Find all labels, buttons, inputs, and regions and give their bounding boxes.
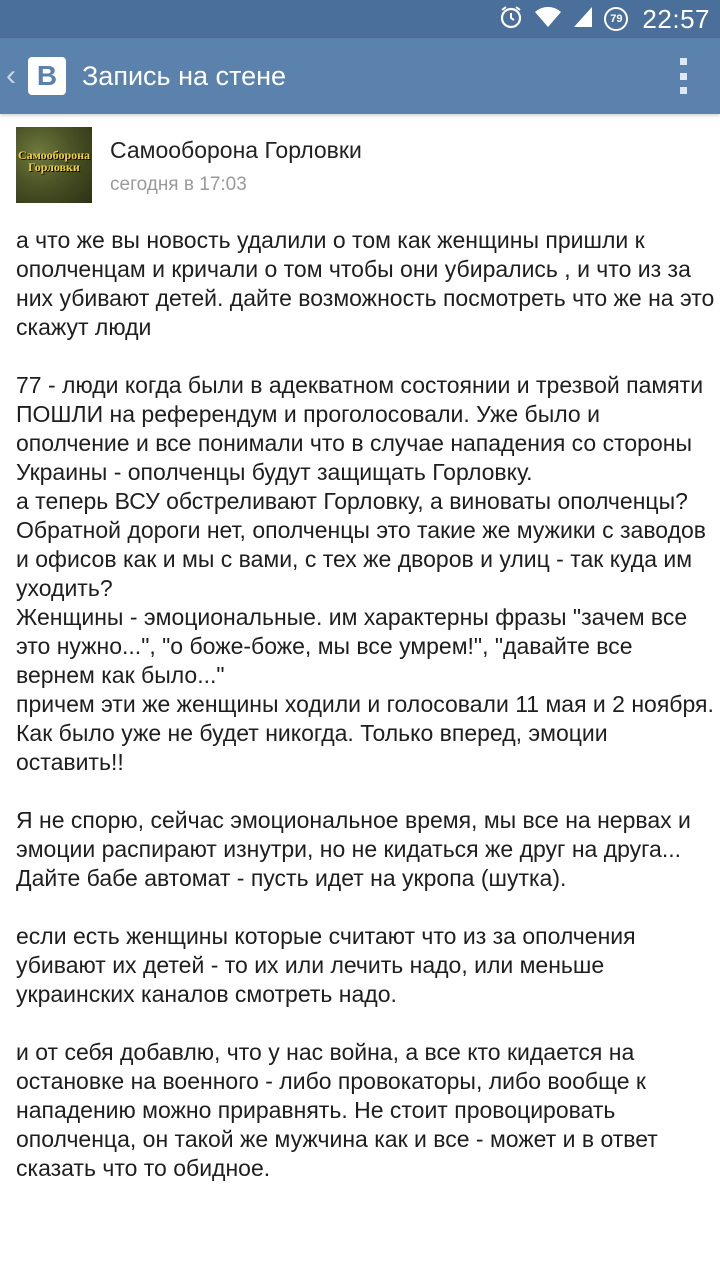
avatar-text: Самооборона Горловки — [17, 148, 91, 174]
status-bar — [0, 0, 720, 38]
page-title: Запись на стене — [82, 60, 287, 91]
chevron-left-icon[interactable]: ‹ — [6, 59, 16, 92]
alarm-icon — [498, 4, 524, 35]
post-date: сегодня в 17:03 — [110, 174, 247, 195]
signal-icon — [572, 5, 594, 34]
post-header — [16, 127, 362, 203]
avatar[interactable] — [16, 127, 92, 203]
clock: 22:57 — [642, 3, 710, 34]
post-paragraph: Я не спорю, сейчас эмоциональное время, мы все на нервах и эмоции распирают изнутри, но не кидаться же друг на друга... Дайте бабе автомат - пусть идет на укропа (шутка). — [16, 807, 691, 891]
vk-logo[interactable]: В — [28, 57, 66, 95]
post-meta — [110, 137, 362, 196]
overflow-menu-icon[interactable] — [676, 58, 690, 94]
status-icons — [498, 4, 628, 35]
wifi-icon — [534, 5, 562, 34]
post-paragraph: если есть женщины которые считают что из за ополчения убивают их детей - то их или лечить надо, или меньше украинских каналов смотреть надо. — [16, 923, 636, 1007]
post-paragraph: а что же вы новость удалили о том как женщины пришли к ополченцам и кричали о том чтобы они убирались , и что из за них убивают детей. дайте возможность посмотреть что же на это скажут люди — [16, 227, 715, 340]
notification-badge: 79 — [604, 7, 628, 31]
action-bar — [0, 38, 720, 114]
post-body — [16, 226, 716, 1183]
post-paragraph: 77 - люди когда были в адекватном состоянии и трезвой памяти ПОШЛИ на референдум и проголосовали. Уже было и ополчение и все понимали что в случае нападения со стороны Украины - ополченцы будут защищать Горловку. а теперь ВСУ обстреливают Горловку, а виноваты ополченцы? Обратной дороги нет, ополченцы это такие же мужики с заводов и офисов как и мы с вами, с тех же дворов и улиц - так куда им уходить? Женщины - эмоциональные. им характерны фразы "зачем все это нужно...", "о боже-боже, мы все умрем!", "давайте все вернем как было..." причем эти же женщины ходили и голосовали 11 мая и 2 ноября. Как было уже не будет никогда. Только вперед, эмоции оставить!! — [16, 372, 714, 775]
author-name[interactable]: Самооборона Горловки — [110, 137, 362, 163]
post-paragraph: и от себя добавлю, что у нас война, а все кто кидается на остановке на военного - либо провокаторы, либо вообще к нападению можно приравнять. Не стоит провоцировать ополченца, он такой же мужчина как и все - может и в ответ сказать что то обидное. — [16, 1039, 658, 1181]
